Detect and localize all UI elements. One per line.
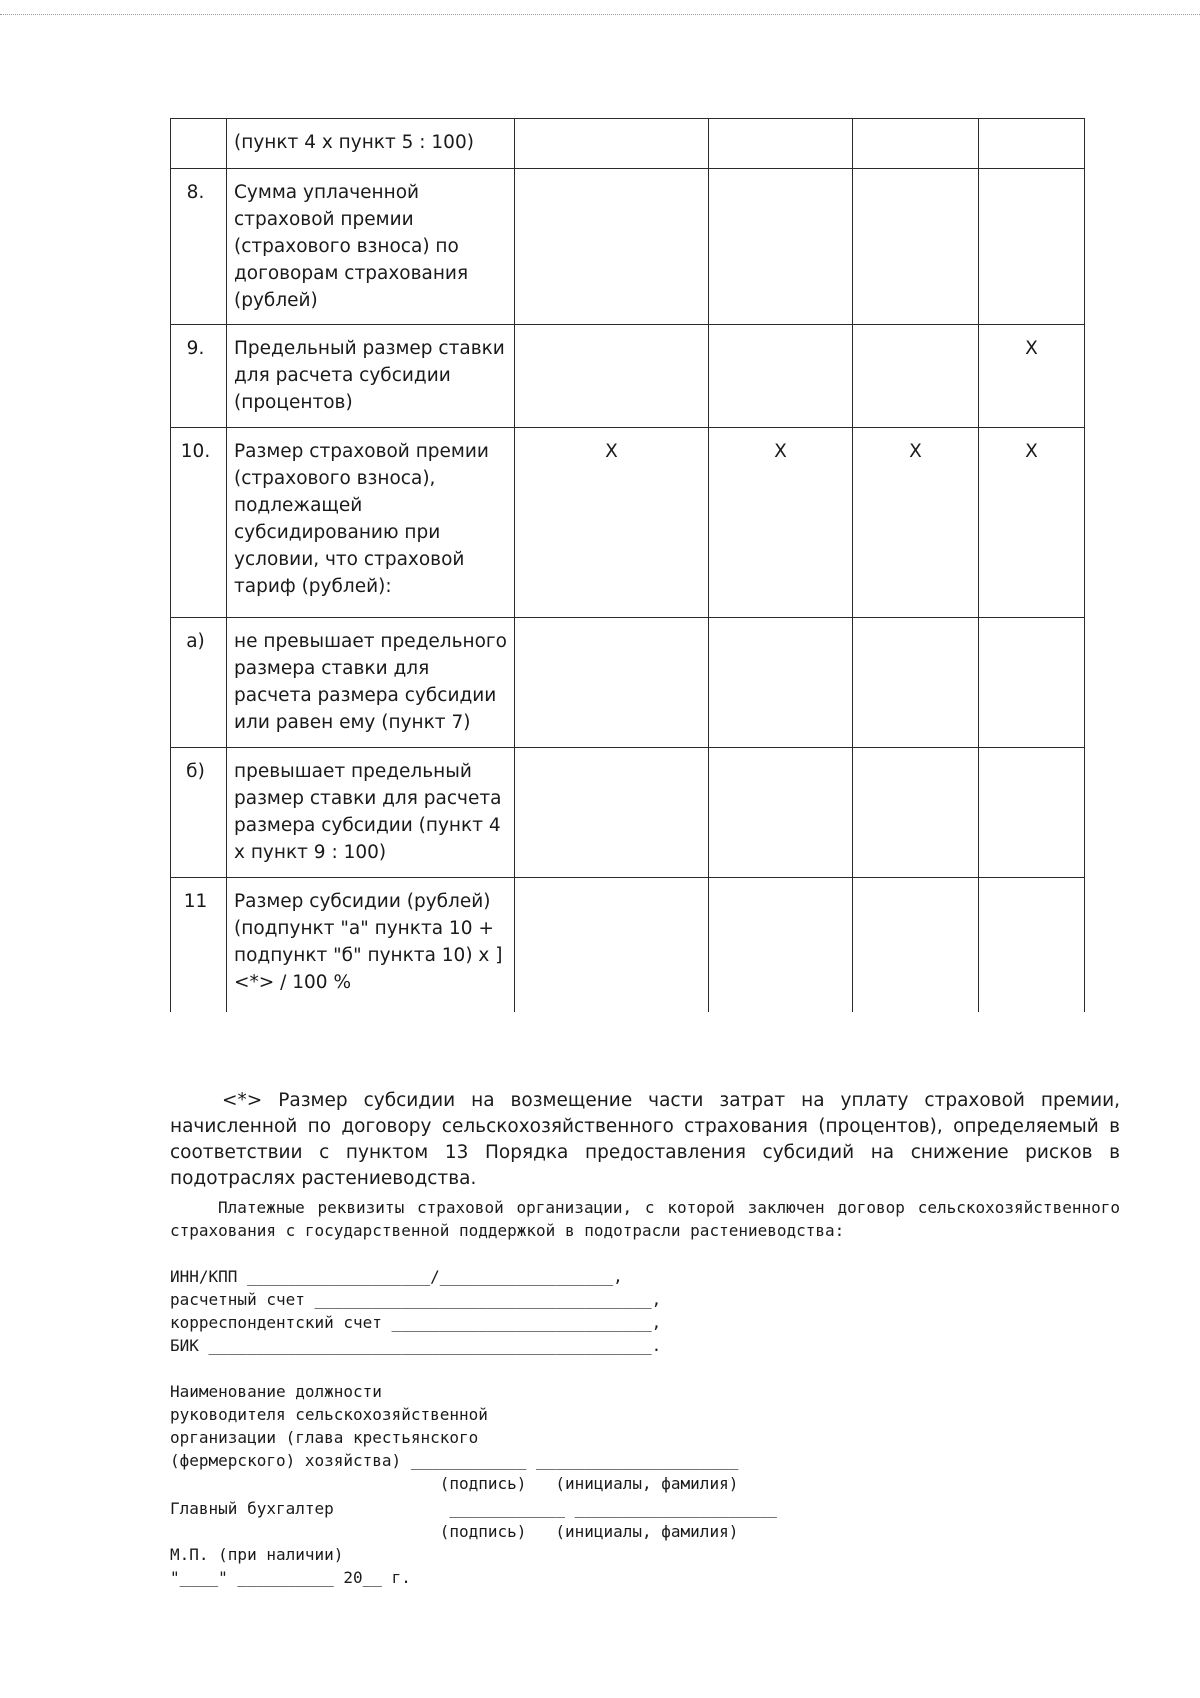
value-cell bbox=[709, 325, 853, 428]
value-cell bbox=[709, 748, 853, 878]
value-cell bbox=[979, 878, 1085, 1012]
table-row bbox=[171, 878, 1085, 1012]
value-cell bbox=[515, 748, 709, 878]
value-cell bbox=[853, 119, 979, 169]
table-row bbox=[171, 618, 1085, 748]
stamp-place: М.П. (при наличии) bbox=[170, 1545, 344, 1564]
value-cell bbox=[979, 119, 1085, 169]
value-cell bbox=[853, 325, 979, 428]
requisites-intro-text: Платежные реквизиты страховой организации, с которой заключен договор сельскохозяйственного страхования с государственной поддержкой в подотрасли растениеводства: bbox=[170, 1198, 1120, 1240]
value-cell bbox=[515, 119, 709, 169]
value-cell bbox=[515, 878, 709, 1012]
head-position-line-1: Наименование должности bbox=[170, 1382, 382, 1401]
scan-edge-line bbox=[0, 14, 1200, 15]
value-cell bbox=[853, 748, 979, 878]
value-cell bbox=[853, 878, 979, 1012]
row-number: а) bbox=[171, 618, 227, 748]
value-cell bbox=[979, 748, 1085, 878]
row-number: 8. bbox=[171, 169, 227, 325]
value-cell: X bbox=[853, 428, 979, 618]
value-cell bbox=[979, 169, 1085, 325]
row-number: 9. bbox=[171, 325, 227, 428]
value-cell bbox=[853, 618, 979, 748]
row-description: (пункт 4 х пункт 5 : 100) bbox=[227, 119, 515, 169]
row-number: б) bbox=[171, 748, 227, 878]
inn-kpp-line: ИНН/КПП ___________________/__________________, bbox=[170, 1267, 623, 1286]
row-description: не превышает предельного размера ставки для расчета размера субсидии или равен ему (пункт 7) bbox=[227, 618, 515, 748]
table-row bbox=[171, 428, 1085, 618]
footnote bbox=[170, 1088, 1120, 1192]
value-cell bbox=[709, 618, 853, 748]
value-cell bbox=[709, 169, 853, 325]
row-number: 10. bbox=[171, 428, 227, 618]
value-cell bbox=[709, 878, 853, 1012]
row-description: Сумма уплаченной страховой премии (страхового взноса) по договорам страхования (рублей) bbox=[227, 169, 515, 325]
settlement-account-line: расчетный счет ___________________________________, bbox=[170, 1290, 662, 1309]
table-row bbox=[171, 325, 1085, 428]
table-row bbox=[171, 119, 1085, 169]
value-cell bbox=[515, 169, 709, 325]
row-description: Размер страховой премии (страхового взноса), подлежащей субсидированию при условии, что страховой тариф (рублей): bbox=[227, 428, 515, 618]
row-description: Размер субсидии (рублей) (подпункт "а" пункта 10 + подпункт "б" пункта 10) х ] <*> / 100 % bbox=[227, 878, 515, 1012]
requisites-intro bbox=[170, 1196, 1120, 1242]
table-row bbox=[171, 169, 1085, 325]
value-cell: X bbox=[515, 428, 709, 618]
value-cell bbox=[515, 325, 709, 428]
row-description: превышает предельный размер ставки для расчета размера субсидии (пункт 4 х пункт 9 : 100) bbox=[227, 748, 515, 878]
footnote-text: <*> Размер субсидии на возмещение части затрат на уплату страховой премии, начисленной по договору сельскохозяйственного страхования (процентов), определяемый в соответствии с пунктом 13 Порядка предоставления субсидий на снижение рисков в подотраслях растениеводства. bbox=[170, 1090, 1120, 1189]
date-line: "____" __________ 20__ г. bbox=[170, 1568, 411, 1587]
value-cell bbox=[979, 618, 1085, 748]
bik-line: БИК ______________________________________________. bbox=[170, 1336, 662, 1355]
calculation-table bbox=[170, 118, 1085, 1012]
row-number: 11 bbox=[171, 878, 227, 1012]
head-position-line-3: организации (глава крестьянского bbox=[170, 1428, 479, 1447]
head-signature-caption: (подпись) (инициалы, фамилия) bbox=[170, 1474, 739, 1493]
row-number bbox=[171, 119, 227, 169]
value-cell: X bbox=[709, 428, 853, 618]
value-cell bbox=[709, 119, 853, 169]
value-cell: X bbox=[979, 325, 1085, 428]
value-cell bbox=[853, 169, 979, 325]
accountant-signature-caption: (подпись) (инициалы, фамилия) bbox=[170, 1522, 739, 1541]
table-row bbox=[171, 748, 1085, 878]
correspondent-account-line: корреспондентский счет ___________________________, bbox=[170, 1313, 662, 1332]
accountant-signature-line: Главный бухгалтер ____________ _____________________ bbox=[170, 1499, 777, 1518]
value-cell: X bbox=[979, 428, 1085, 618]
head-signature-line: (фермерского) хозяйства) ____________ _____________________ bbox=[170, 1451, 739, 1470]
head-position-line-2: руководителя сельскохозяйственной bbox=[170, 1405, 488, 1424]
value-cell bbox=[515, 618, 709, 748]
row-description: Предельный размер ставки для расчета субсидии (процентов) bbox=[227, 325, 515, 428]
